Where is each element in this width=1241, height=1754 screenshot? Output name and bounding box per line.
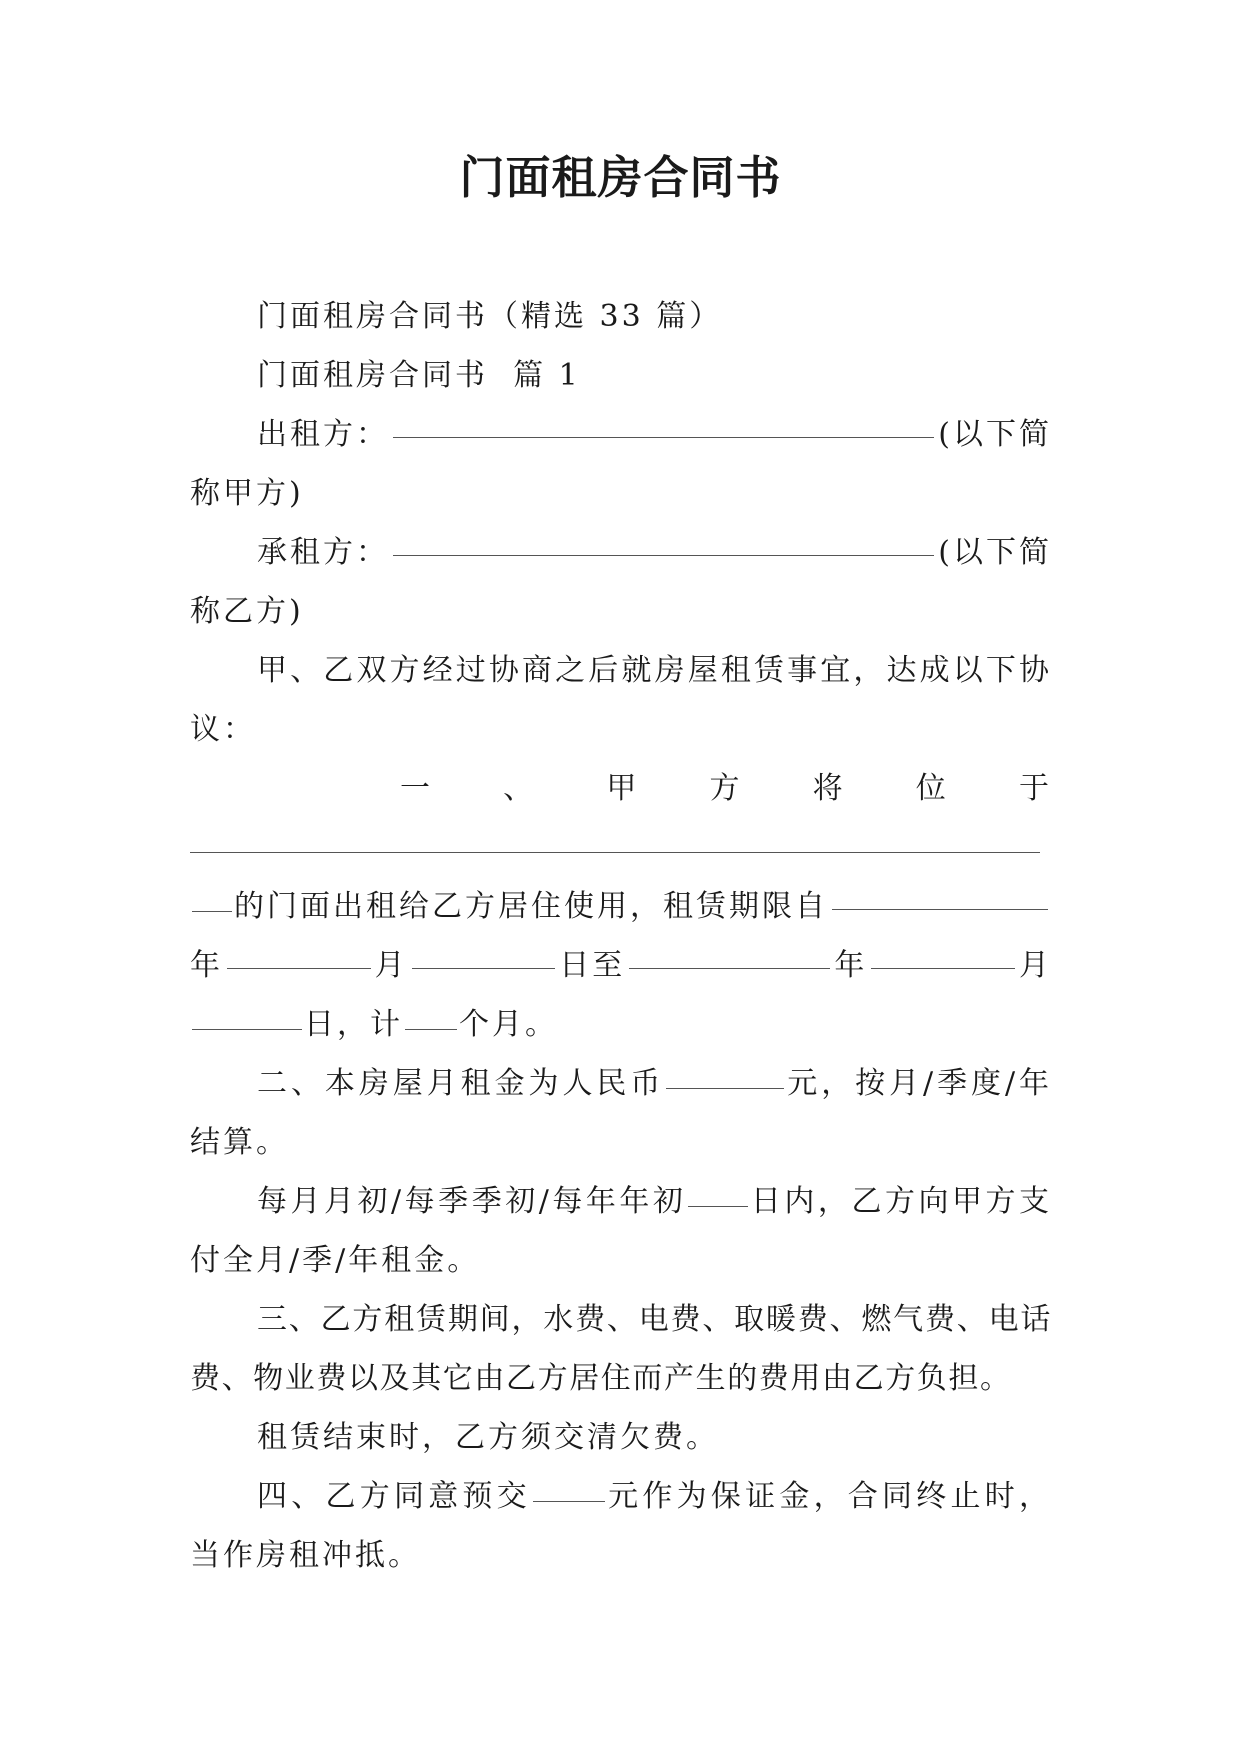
lessee-label: 承租方： xyxy=(257,535,389,570)
lessee-suffix: (以下简 xyxy=(938,535,1052,570)
pay-days-blank xyxy=(688,1176,748,1207)
clause4 xyxy=(190,1467,1052,1585)
month-label: 月 xyxy=(1019,948,1053,983)
day-to-label: 日至 xyxy=(559,948,626,983)
clause3-end: 租赁结束时，乙方须交清欠费。 xyxy=(257,1420,719,1455)
months-label: 个月。 xyxy=(459,1007,558,1042)
lessee-cont: 称乙方) xyxy=(190,594,304,629)
lessor-blank xyxy=(393,437,934,438)
clause1-word: 方 xyxy=(709,771,743,806)
lessee-blank xyxy=(393,555,934,556)
clause4-part-b: 元作为保证金，合同终止时，当作房租冲抵。 xyxy=(190,1479,1053,1573)
location-blank-tail xyxy=(192,881,232,912)
clause1-duration-line xyxy=(190,995,1052,1054)
month-label: 月 xyxy=(374,948,408,983)
clause1-word: 甲 xyxy=(606,771,640,806)
end-year-blank xyxy=(629,968,830,969)
lessor-suffix: (以下简 xyxy=(938,417,1052,452)
clause4-part-a: 四、乙方同意预交 xyxy=(257,1479,531,1514)
agreement-intro: 甲、乙双方经过协商之后就房屋租赁事宜，达成以下协议： xyxy=(190,653,1052,747)
section-heading: 门面租房合同书 篇 1 xyxy=(257,358,581,393)
clause2-part-b: 元，按月/季度/年结算。 xyxy=(190,1066,1053,1160)
subtitle: 门面租房合同书（精选 33 篇） xyxy=(257,299,723,334)
clause2-rent xyxy=(190,1054,1052,1172)
clause1-word: 、 xyxy=(503,771,537,806)
end-day-blank xyxy=(192,999,302,1030)
clause1-word: 一 xyxy=(400,771,433,806)
deposit-blank xyxy=(533,1471,605,1502)
lessor-cont: 称甲方) xyxy=(190,476,304,511)
day-count-label: 日，计 xyxy=(304,1007,403,1042)
clause2-pay-b: 日内，乙方向甲方支付全月/季/年租金。 xyxy=(190,1184,1053,1278)
months-blank xyxy=(405,999,457,1030)
clause1-word: 于 xyxy=(1018,771,1052,806)
clause2-payment xyxy=(190,1172,1052,1290)
clause1-date-line xyxy=(190,936,1052,995)
document-title: 门面租房合同书 xyxy=(459,151,782,204)
lessor-line xyxy=(190,405,1052,464)
clause3: 三、乙方租赁期间，水费、电费、取暖费、燃气费、电话费、物业费以及其它由乙方居住而产生的费用由乙方负担。 xyxy=(190,1302,1052,1396)
location-blank-line xyxy=(190,818,1052,877)
clause1-part-a: 的门面出租给乙方居住使用，租赁期限自 xyxy=(234,889,828,924)
start-year-blank xyxy=(832,909,1048,910)
start-month-blank xyxy=(227,968,371,969)
start-day-blank xyxy=(412,968,556,969)
clause1-period-line xyxy=(190,877,1052,936)
lessee-line xyxy=(190,523,1052,582)
year-label: 年 xyxy=(834,948,868,983)
document-body xyxy=(190,287,1052,1585)
lessor-label: 出租方： xyxy=(257,417,389,452)
clause2-pay-a: 每月月初/每季季初/每年年初 xyxy=(257,1184,687,1219)
rent-blank xyxy=(666,1058,784,1089)
year-label: 年 xyxy=(190,948,223,983)
clause1-spread-line xyxy=(190,759,1052,818)
end-month-blank xyxy=(871,968,1015,969)
clause1-word: 将 xyxy=(812,771,846,806)
clause1-word: 位 xyxy=(915,771,949,806)
clause2-part-a: 二、本房屋月租金为人民币 xyxy=(257,1066,665,1101)
